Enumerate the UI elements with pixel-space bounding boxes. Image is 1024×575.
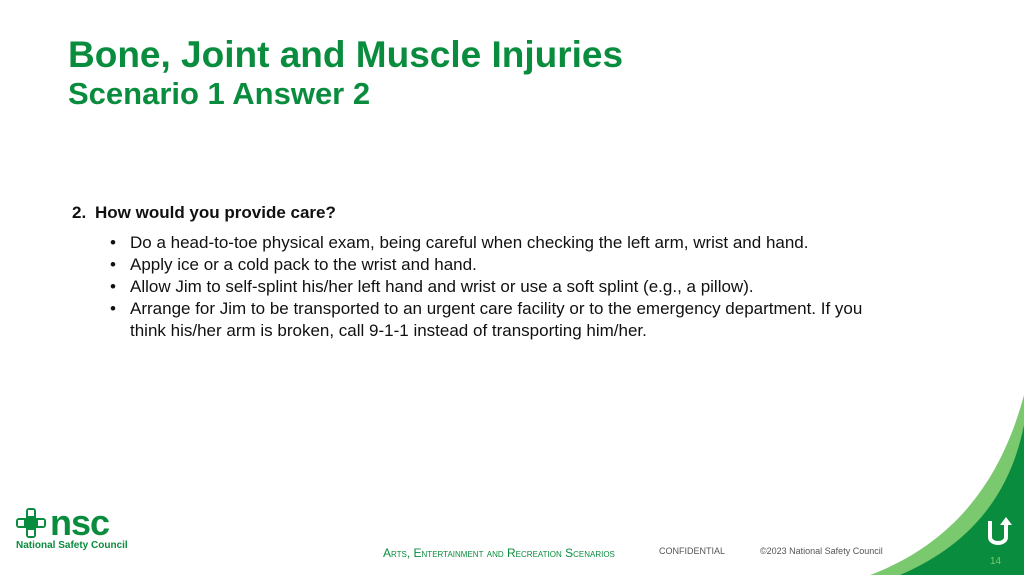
question — [72, 202, 892, 224]
title-block — [68, 34, 623, 112]
slide-subtitle: Scenario 1 Answer 2 — [68, 76, 371, 111]
slide-title: Bone, Joint and Muscle Injuries — [68, 34, 624, 75]
list-item: • Allow Jim to self-splint his/her left hand and wrist or use a soft splint (e.g., a pillow). — [110, 276, 892, 298]
footer-confidential: CONFIDENTIAL — [659, 546, 726, 556]
slide-content — [72, 202, 892, 342]
nsc-cross-icon — [16, 508, 46, 538]
logo-subtext: National Safety Council — [16, 540, 128, 551]
question-number: 2. — [72, 203, 87, 222]
footer-series-text: Arts, Entertainment and Recreation Scenarios — [383, 546, 615, 560]
nsc-logo — [16, 502, 128, 551]
question-text: How would you provide care? — [95, 203, 336, 222]
footer-series — [383, 546, 615, 560]
answer-list — [72, 232, 892, 342]
list-item: • Arrange for Jim to be transported to an urgent care facility or to the emergency department. If you think his/her arm is broken, call 9-1-1 instead of transporting him/her. — [110, 298, 892, 342]
footer-copyright: ©2023 National Safety Council — [760, 546, 883, 556]
list-item: • Apply ice or a cold pack to the wrist and hand. — [110, 254, 892, 276]
page-number: 14 — [990, 556, 1002, 567]
list-item: • Do a head-to-toe physical exam, being careful when checking the left arm, wrist and hand. — [110, 232, 892, 254]
corner-decoration — [860, 395, 1024, 575]
logo-text: nsc — [50, 502, 110, 543]
